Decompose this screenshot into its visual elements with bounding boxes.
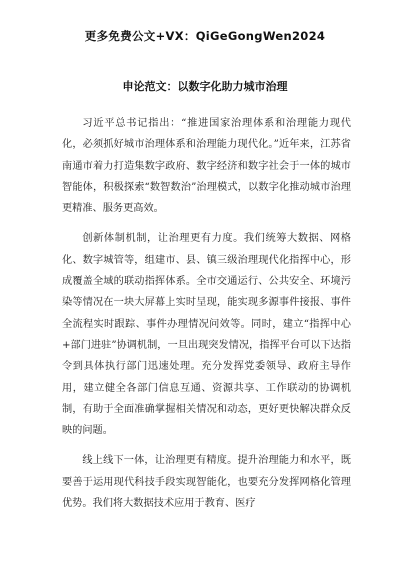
article-title: 申论范文：以数字化助力城市治理 [122,80,288,93]
paragraph: 习近平总书记指出：“推进国家治理体系和治理能力现代化，必须抓好城市治理体系和治理能力现代化。”近年来，江苏省南通市着力打造集数字政府、数字经济和数字社会于一体的城市智能体，积极探索“数智数治”治理模式，以数字化推动城市治理更精准、服务更高效。 [62,118,351,215]
article-body [62,113,351,514]
promo-header: 更多免费公文+VX：QiGeGongWen2024 [84,29,326,43]
paragraph: 创新体制机制，让治理更有力度。我们统筹大数据、网格化、数字城管等，组建市、县、镇三级治理现代化指挥中心，形成覆盖全域的联动指挥体系。全市交通运行、公共安全、环境污染等情况在一块大屏幕上实时呈现，能实现多源事件接报、事件全流程实时跟踪、事件办理情况问效等。同时，建立“指挥中心+部门进驻”协调机制，一旦出现突发情况，指挥平台可以下达指令到具体执行部门迅速处理。充分发挥党委领导、政府主导作用，建立健全各部门信息互通、资源共享、工作联动的协调机制，有助于全面准确掌握相关情况和动态，更好更快解决群众反映的问题。 [62,233,351,437]
paragraph: 线上线下一体，让治理更有精度。提升治理能力和水平，既要善于运用现代科技手段实现智能化，也要充分发挥网格化管理优势。我们将大数据技术应用于教育、医疗 [62,455,351,510]
